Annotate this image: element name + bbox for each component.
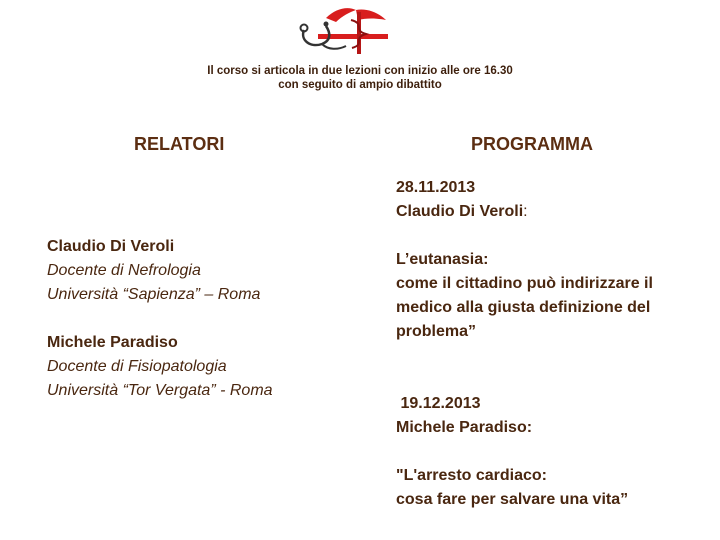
speaker-name: Michele Paradiso — [47, 334, 178, 351]
relatori-list — [47, 235, 273, 403]
spacer — [396, 344, 653, 368]
lesson-title-line: problema” — [396, 323, 477, 340]
intro-line-2: con seguito di ampio dibattito — [278, 79, 442, 91]
spacer — [47, 307, 273, 331]
spacer — [396, 368, 653, 392]
lesson-speaker — [396, 416, 653, 440]
speaker-name: Claudio Di Veroli — [47, 238, 175, 255]
intro-line-1: Il corso si articola in due lezioni con inizio alle ore 16.30 — [207, 65, 513, 77]
programma-heading: PROGRAMMA — [471, 134, 593, 154]
course-intro — [0, 64, 720, 92]
lesson-title-line: cosa fare per salvare una vita” — [396, 491, 629, 508]
programma-list — [396, 176, 653, 512]
lesson-speaker-name: Claudio Di Veroli — [396, 203, 524, 220]
lesson-date: 28.11.2013 — [396, 179, 476, 196]
lesson-speaker — [396, 200, 653, 224]
spacer — [396, 224, 653, 248]
medical-logo-icon — [296, 4, 390, 56]
lesson-date: 19.12.2013 — [396, 395, 481, 412]
relatori-heading: RELATORI — [134, 134, 225, 154]
lesson-title-line: "L'arresto cardiaco: — [396, 467, 547, 484]
spacer — [396, 440, 653, 464]
speaker-role: Docente di Nefrologia — [47, 262, 201, 279]
speaker-affiliation: Università “Tor Vergata” - Roma — [47, 382, 273, 399]
lesson-speaker-suffix: : — [523, 203, 528, 220]
lesson-title-line: L’eutanasia: — [396, 251, 489, 268]
lesson-speaker-name: Michele Paradiso: — [396, 419, 533, 436]
speaker-affiliation: Università “Sapienza” – Roma — [47, 286, 261, 303]
speaker-role: Docente di Fisiopatologia — [47, 358, 227, 375]
lesson-title-line: come il cittadino può indirizzare il — [396, 275, 653, 292]
lesson-title-line: medico alla giusta definizione del — [396, 299, 651, 316]
